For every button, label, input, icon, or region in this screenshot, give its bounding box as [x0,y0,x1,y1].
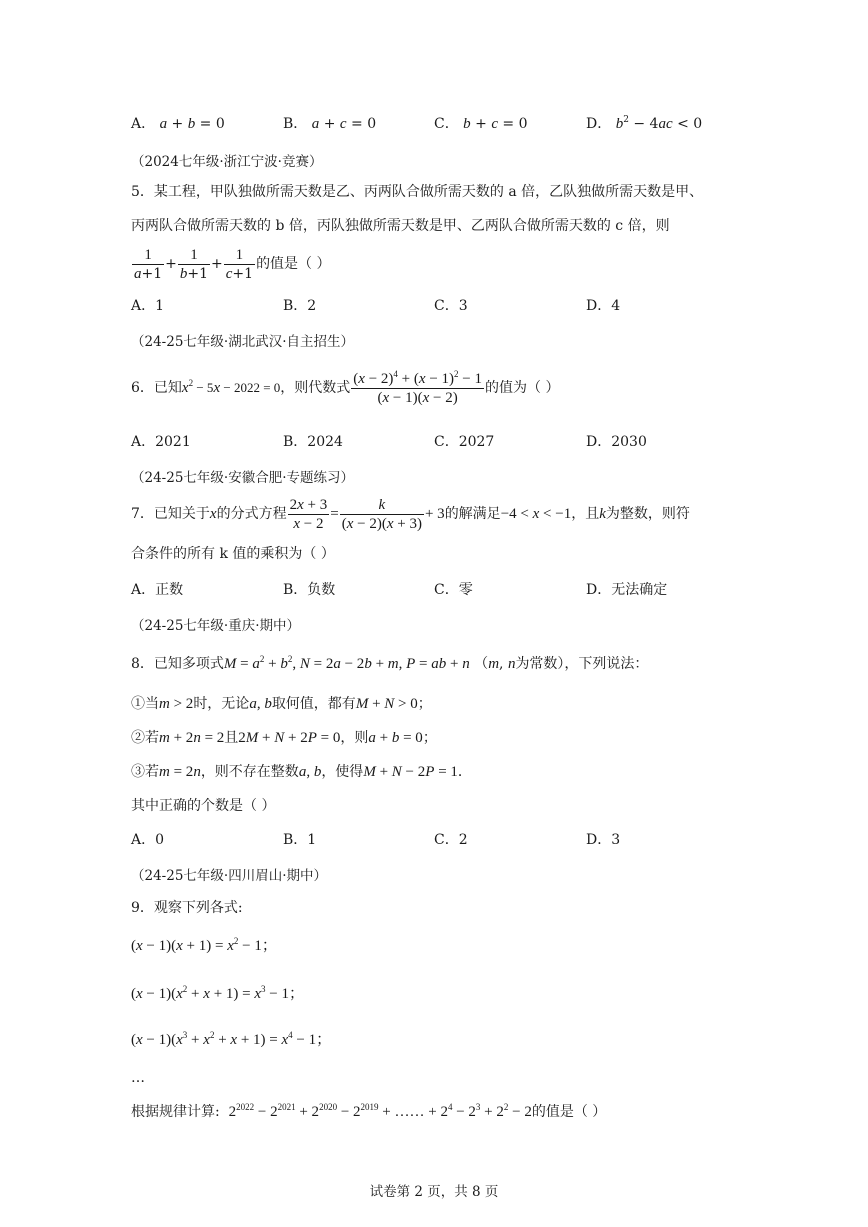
q7-option-c: C．零 [434,582,473,598]
q6-source: （24-25七年级·湖北武汉·自主招生） [131,334,355,350]
q7-text-line1: 7．已知关于x的分式方程 $\frac{2x + 3}{x - 2}$ = $\frac{k}{(x - 2)(x + 3)}$ + 3的解满足−4 < x < −1，且k为整数，则符 [131,496,690,532]
q8-text: 8．已知多项式$M = a^2 + b^2$, N = 2a − 2b + m, P = ab + n （m, n为常数），下列说法： [131,654,649,672]
q5-source: （2024七年级·浙江宁波·竞赛） [131,154,323,170]
q4-option-a: A． a + b = 0 [131,116,225,132]
q8-option-b: B．1 [283,832,317,848]
q4-option-c: C． b + c = 0 [434,116,528,132]
q9-formula-2: $(x - 1)(x^2 + x + 1) = x^3 - 1$； [131,984,304,1002]
q4-option-d: D． $b^2 - 4ac < 0$ [586,115,703,132]
q8-source: （24-25七年级·重庆·期中） [131,618,301,634]
q9-calc: 根据规律计算: $2^{2022} - 2^{2021} + 2^{2020} - 2^{2019}$ + …… + $2^4 - 2^3 + 2^2 - 2$的值是（ ） [131,1102,607,1120]
q5-option-b: B．2 [283,298,317,314]
q9-title: 9．观察下列各式: [131,900,243,916]
q5-formula: $\frac{1}{a+1}$ + $\frac{1}{b+1}$ + $\frac{1}{c+1}$ 的值是（ ） [134,246,331,282]
q6-option-d: D．2030 [586,434,647,450]
q5-text-line1: 5．某工程，甲队独做所需天数是乙、丙两队合做所需天数的 a 倍，乙队独做所需天数是甲、 [131,184,704,200]
q8-option-d: D．3 [586,832,621,848]
q7-option-a: A．正数 [131,582,184,598]
q9-formula-3: $(x - 1)(x^3 + x^2 + x + 1) = x^4 - 1$； [131,1030,332,1048]
q5-tail: 的值是（ ） [256,256,331,272]
q7-option-d: D．无法确定 [586,582,668,598]
q5-option-d: D．4 [586,298,621,314]
q8-option-a: A．0 [131,832,165,848]
q7-option-b: B．负数 [283,582,336,598]
q6-option-a: A．2021 [131,434,191,450]
q7-source: （24-25七年级·安徽合肥·专题练习） [131,470,355,486]
q9-source: （24-25七年级·四川眉山·期中） [131,868,328,884]
q6-option-b: B．2024 [283,434,343,450]
q8-statement-3: ③若m = 2n，则不存在整数a, b，使得M + N − 2P = 1． [131,764,472,780]
q5-option-c: C．3 [434,298,468,314]
q8-statement-1: ①当m > 2时，无论a, b取何值，都有M + N > 0； [131,696,432,712]
page-footer: 试卷第 2 页，共 8 页 [369,1184,499,1200]
q6-option-c: C．2027 [434,434,495,450]
q5-text-line2: 丙两队合做所需天数的 b 倍，丙队独做所需天数是甲、乙两队合做所需天数的 c 倍，则 [131,218,670,234]
q4-option-b: B． a + c = 0 [283,116,377,132]
q8-statement-2: ②若m + 2n = 2且2M + N + 2P = 0，则a + b = 0； [131,730,437,746]
q6-text: 6．已知$x^2 - 5x - 2022 = 0$，则代数式 $\frac{(x - 2)^4 + (x - 1)^2 - 1}{(x - 1)(x - 2)}$ 的值为（ ） [131,368,560,406]
q9-formula-1: $(x - 1)(x + 1) = x^2 - 1$； [131,936,277,954]
q9-ellipsis: … [131,1070,145,1086]
q8-option-c: C．2 [434,832,468,848]
q5-option-a: A．1 [131,298,165,314]
q8-count-question: 其中正确的个数是（ ） [131,798,276,814]
q7-text-line2: 合条件的所有 k 值的乘积为（ ） [131,546,335,562]
